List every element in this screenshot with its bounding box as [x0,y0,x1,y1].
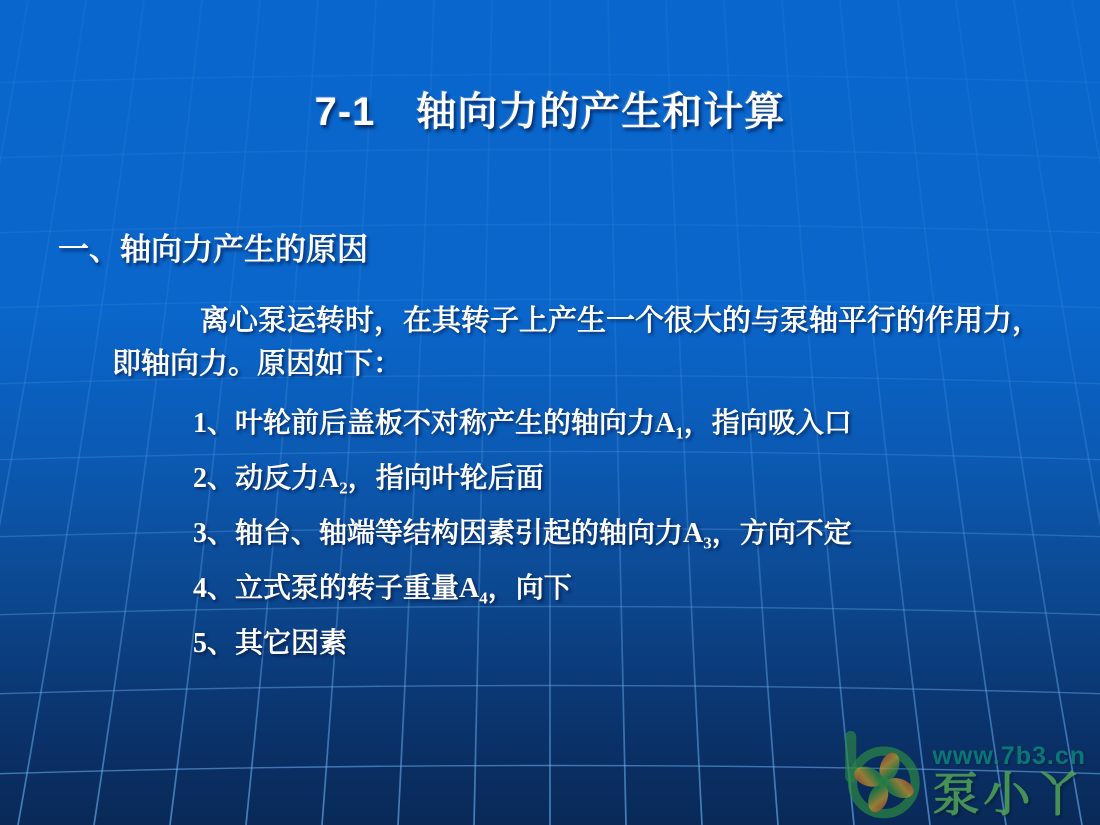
item-suffix: ，指向叶轮后面 [347,463,544,494]
slide-title: 7-1 轴向力的产生和计算 [314,90,786,134]
section-heading: 一、轴向力产生的原因 [58,232,368,267]
watermark-url: www.7b3.cn [932,742,1086,770]
item-subscript: 1 [675,423,684,443]
list-item-3 [193,516,1053,571]
intro-paragraph: 离心泵运转时，在其转子上产生一个很大的与泵轴平行的作用力，即轴向力。原因如下： [112,305,1042,380]
watermark [836,729,1086,821]
causes-list [193,406,1053,681]
item-subscript: 4 [479,588,488,608]
watermark-brand: 泵小丫 [932,768,1086,821]
list-item-2 [193,461,1053,516]
watermark-text [932,742,1086,821]
item-suffix: ，向下 [487,573,572,604]
item-suffix: ，指向吸入口 [683,408,852,439]
list-item-1 [193,406,1053,461]
item-subscript: 2 [339,478,348,498]
list-item-4 [193,571,1053,626]
item-text: 2、动反力A [193,463,340,494]
item-text: 4、立式泵的转子重量A [193,573,480,604]
pump-impeller-logo-icon [836,729,928,821]
item-subscript: 3 [703,533,712,553]
item-text: 1、叶轮前后盖板不对称产生的轴向力A [193,408,676,439]
list-item-5 [193,626,1053,681]
item-text: 3、轴台、轴端等结构因素引起的轴向力A [193,518,704,549]
item-text: 5、其它因素 [193,628,348,659]
item-suffix: ，方向不定 [711,518,852,549]
